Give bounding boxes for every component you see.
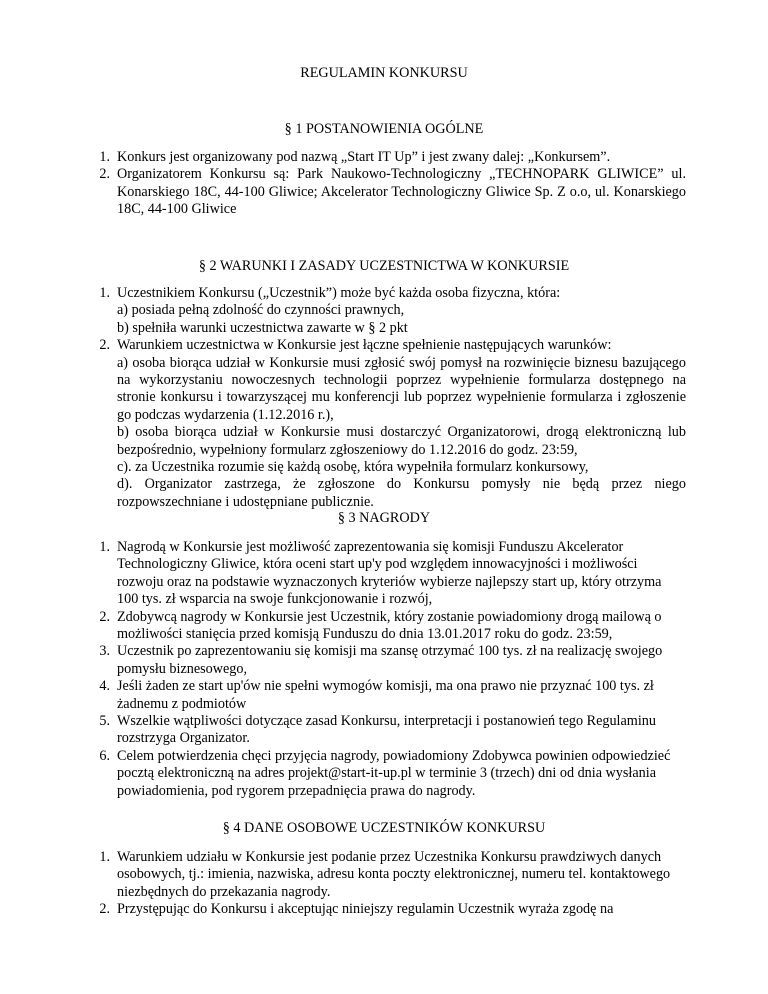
section-2-list xyxy=(86,285,686,511)
sub-item: b) spełniła warunki uczestnictwa zawarte w § 2 pkt xyxy=(117,319,408,336)
sub-item: b) osoba biorąca udział w Konkursie musi dostarczyć Organizatorowi, drogą elektroniczną lub bezpośrednio, wypełniony formularz zgłoszeniowy do 1.12.2016 do godz. 23:59, xyxy=(117,424,686,458)
list-item xyxy=(86,713,686,748)
list-item xyxy=(86,149,686,166)
item-text: Zdobywcą nagrody w Konkursie jest Uczestnik, który zostanie powiadomiony drogą mailową o możliwości stanięcia przed komisją Funduszu do dnia 13.01.2017 roku do godz. 23:59, xyxy=(117,608,662,643)
item-text: Konkurs jest organizowany pod nazwą „Start IT Up” i jest zwany dalej: „Konkursem”. xyxy=(117,149,611,165)
item-number: 1. xyxy=(99,539,110,555)
item-text: Celem potwierdzenia chęci przyjęcia nagrody, powiadomiony Zdobywca powinien odpowiedzieć pocztą elektroniczną na adres projekt@start-it-up.pl w terminie 3 (trzech) dni od dnia wysłania powiadomienia, pod rygorem przepadnięcia prawa do nagrody. xyxy=(117,747,671,799)
section-1-list xyxy=(86,149,686,219)
item-text: Warunkiem uczestnictwa w Konkursie jest łączne spełnienie następujących warunków: xyxy=(117,337,612,354)
item-text: Warunkiem udziału w Konkursie jest podanie przez Uczestnika Konkursu prawdziwych danych osobowych, tj.: imienia, nazwiska, adresu konta poczty elektronicznej, numeru tel. kontaktowego niezbędnych do przekazania nagrody. xyxy=(117,849,671,900)
list-item xyxy=(86,539,686,609)
list-item xyxy=(86,849,686,901)
list-item xyxy=(86,337,686,511)
section-3-list xyxy=(86,539,686,800)
section-1-heading: § 1 POSTANOWIENIA OGÓLNE xyxy=(284,121,484,137)
item-number: 2. xyxy=(99,608,110,625)
section-4-list xyxy=(86,849,686,919)
section-2-heading: § 2 WARUNKI I ZASADY UCZESTNICTWA W KONKURSIE xyxy=(198,258,570,274)
item-number: 4. xyxy=(99,678,110,695)
list-item xyxy=(86,609,686,644)
item-text: Uczestnik po zaprezentowaniu się komisji ma szansę otrzymać 100 tys. zł na realizację swojego pomysłu biznesowego, xyxy=(117,643,663,677)
list-item xyxy=(86,643,686,678)
list-item xyxy=(86,678,686,713)
document-title: REGULAMIN KONKURSU xyxy=(300,65,468,81)
item-number: 6. xyxy=(99,747,110,764)
list-item xyxy=(86,901,686,918)
item-text: Nagrodą w Konkursie jest możliwość zaprezentowania się komisji Funduszu Akcelerator Technologiczny Gliwice, która oceni start up'y pod względem innowacyjności i możliwości rozwoju oraz na podstawie wyznaczonych kryteriów wybierze najlepszy start up, który otrzyma 100 tys. zł wsparcia na swoje funkcjonowanie i rozwój, xyxy=(117,539,662,608)
sub-item: c). za Uczestnika rozumie się każdą osobę, która wypełniła formularz konkursowy, xyxy=(117,459,589,476)
sub-item: a) posiada pełną zdolność do czynności prawnych, xyxy=(117,302,405,319)
item-text: Przystępując do Konkursu i akceptując niniejszy regulamin Uczestnik wyraża zgodę na xyxy=(117,901,614,918)
item-number: 1. xyxy=(99,149,110,165)
section-3-heading: § 3 NAGRODY xyxy=(337,510,431,526)
item-number: 2. xyxy=(99,166,110,183)
item-number: 1. xyxy=(99,849,110,865)
item-text: Jeśli żaden ze start up'ów nie spełni wymogów komisji, ma ona prawo nie przyznać 100 tys. zł żadnemu z podmiotów xyxy=(117,678,654,712)
sub-item: a) osoba biorąca udział w Konkursie musi zgłosić swój pomysł na rozwinięcie biznesu bazującego na wykorzystaniu nowoczesnych technologii poprzez wypełnienie formularza dostępnego na stronie konkursu i towarzyszącej mu konferencji lub poprzez wypełnienie formularza i zgłoszenie go podczas wydarzenia (1.12.2016 r.), xyxy=(117,354,686,423)
sub-item: d). Organizator zastrzega, że zgłoszone do Konkursu pomysły nie będą przez niego rozpowszechniane i udostępniane publicznie. xyxy=(117,476,686,510)
item-number: 5. xyxy=(99,713,110,730)
item-number: 3. xyxy=(99,643,110,660)
list-item xyxy=(86,748,686,800)
item-number: 2. xyxy=(99,901,110,918)
item-text: Uczestnikiem Konkursu („Uczestnik”) może być każda osoba fizyczna, która: xyxy=(117,285,561,301)
list-item xyxy=(86,285,686,337)
item-number: 1. xyxy=(99,285,110,301)
list-item xyxy=(86,166,686,218)
item-text: Wszelkie wątpliwości dotyczące zasad Konkursu, interpretacji i postanowień tego Regulaminu rozstrzyga Organizator. xyxy=(117,713,656,747)
section-4-heading: § 4 DANE OSOBOWE UCZESTNIKÓW KONKURSU xyxy=(222,820,546,836)
item-number: 2. xyxy=(99,337,110,354)
item-text: Organizatorem Konkursu są: Park Naukowo-Technologiczny „TECHNOPARK GLIWICE” ul. Konarskiego 18C, 44-100 Gliwice; Akcelerator Technologiczny Gliwice Sp. Z o.o, ul. Konarskiego 18C, 44-100 Gliwice xyxy=(117,166,686,218)
